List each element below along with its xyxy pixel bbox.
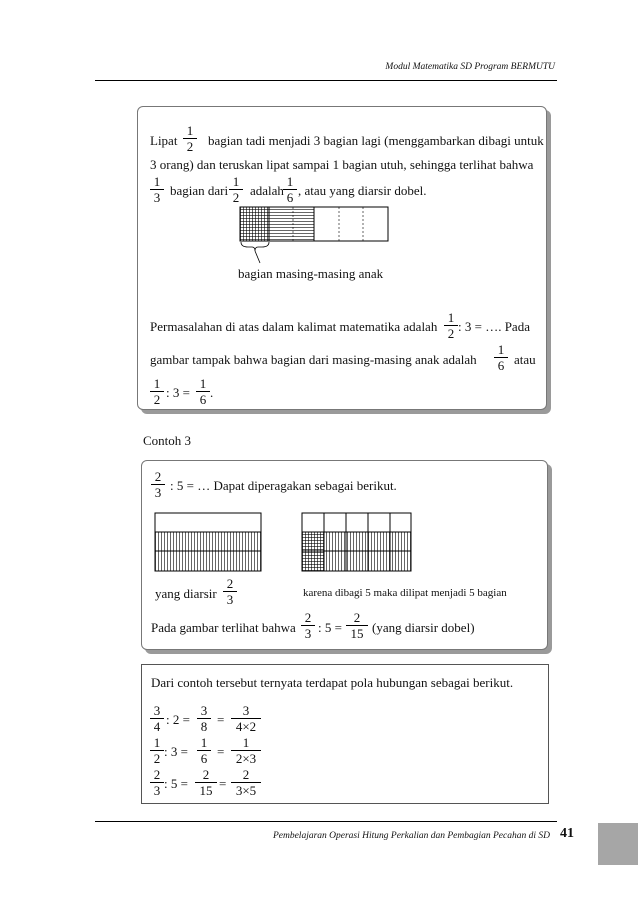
kalimat-text: Permasalahan di atas dalam kalimat matematika adalah [150, 319, 438, 334]
line1-text: bagian tadi menjadi 3 bagian lagi (menggambarkan dibagi untuk [208, 133, 544, 148]
pada-gambar-text: Pada gambar terlihat bahwa [151, 620, 296, 635]
numerator: 2 [151, 470, 165, 485]
fraction [150, 704, 164, 733]
fraction-1-2 [150, 377, 164, 406]
operator: : 2 = [166, 712, 190, 727]
header-rule [95, 80, 557, 81]
bagi3-text: : 3 = …. Pada [458, 319, 530, 334]
denominator: 2 [186, 139, 194, 154]
fraction-2-3 [301, 611, 315, 640]
numerator: 1 [231, 736, 261, 751]
pattern-intro: Dari contoh tersebut ternyata terdapat pola hubungan sebagai berikut. [151, 675, 514, 690]
fraction-1-2 [183, 124, 197, 153]
bagi5-text: : 5 = [318, 620, 342, 635]
numerator: 1 [283, 175, 297, 190]
fraction-1-2 [444, 311, 458, 340]
numerator: 3 [197, 704, 211, 719]
page-tab-marker [598, 823, 638, 865]
atau-text: atau [514, 352, 536, 367]
diagram-caption: bagian masing-masing anak [238, 266, 384, 281]
fraction [231, 768, 261, 797]
numerator: 3 [231, 704, 261, 719]
numerator: 1 [197, 736, 211, 751]
fraction [231, 704, 261, 733]
denominator: 3 [153, 783, 161, 798]
fraction-2-3 [223, 577, 237, 606]
fraction-2-15 [346, 611, 368, 640]
lipat-text: Lipat [150, 133, 178, 148]
eq-text: : 3 = [166, 385, 190, 400]
bagian-dari-text: bagian dari [170, 183, 229, 198]
numerator: 2 [150, 768, 164, 783]
numerator: 2 [231, 768, 261, 783]
running-footer: Pembelajaran Operasi Hitung Perkalian dan Pembagian Pecahan di SD [272, 831, 550, 841]
fraction-2-3 [151, 470, 165, 499]
numerator: 1 [150, 175, 164, 190]
fraction [150, 736, 164, 765]
sixth-double-hatched [240, 207, 269, 241]
thirds-diagram [154, 512, 264, 574]
denominator: 6 [497, 358, 505, 373]
fraction-1-6 [196, 377, 210, 406]
contoh-3-heading: Contoh 3 [143, 433, 192, 448]
denominator: 6 [200, 751, 208, 766]
denominator: 3 [153, 190, 161, 205]
adalah-text: adalah [250, 183, 284, 198]
denominator: 2 [153, 392, 161, 407]
equals: = [219, 776, 227, 791]
gambar-text: gambar tampak bahwa bagian dari masing-masing anak adalah [150, 352, 477, 367]
equals: = [217, 744, 225, 759]
intro-text: : 5 = … Dapat diperagakan sebagai berikut. [170, 478, 397, 493]
equals: = [217, 712, 225, 727]
footer-rule [95, 821, 557, 822]
folding-diagram-1 [236, 205, 392, 265]
page-number: 41 [560, 826, 574, 841]
numerator: 3 [150, 704, 164, 719]
yang-diarsir-text: yang diarsir [155, 586, 217, 601]
denominator: 3 [154, 485, 162, 500]
period: . [210, 385, 214, 400]
denominator: 3 [304, 626, 312, 641]
running-header: Modul Matematika SD Program BERMUTU [385, 62, 555, 72]
denominator: 2 [232, 190, 240, 205]
denominator: 2 [153, 751, 161, 766]
denominator: 6 [199, 392, 207, 407]
fraction [197, 704, 211, 733]
denominator: 6 [286, 190, 294, 205]
pointer-line [255, 251, 260, 263]
numerator: 1 [150, 736, 164, 751]
atau-dobel-text: , atau yang diarsir dobel. [298, 183, 427, 198]
fraction-1-6 [494, 343, 508, 372]
karena-text: karena dibagi 5 maka dilipat menjadi 5 bagian [303, 587, 507, 599]
fraction-1-6 [283, 175, 297, 204]
numerator: 1 [494, 343, 508, 358]
denominator: 3×5 [235, 783, 257, 798]
brace [241, 242, 269, 251]
denominator: 15 [350, 626, 364, 641]
numerator: 2 [301, 611, 315, 626]
denominator: 8 [200, 719, 208, 734]
fraction [150, 768, 164, 797]
denominator: 3 [226, 592, 234, 607]
fifths-diagram [301, 512, 413, 574]
denominator: 4 [153, 719, 161, 734]
fraction-1-2 [229, 175, 243, 204]
denominator: 4×2 [235, 719, 257, 734]
numerator: 2 [195, 768, 217, 783]
operator: : 3 = [164, 744, 188, 759]
fraction [231, 736, 261, 765]
numerator: 1 [150, 377, 164, 392]
denominator: 2 [447, 326, 455, 341]
line2-text: 3 orang) dan teruskan lipat sampai 1 bagian utuh, sehingga terlihat bahwa [150, 157, 534, 172]
fraction [197, 736, 211, 765]
numerator: 1 [183, 124, 197, 139]
fraction [195, 768, 217, 797]
dobel-text: (yang diarsir dobel) [372, 620, 475, 635]
denominator: 15 [199, 783, 213, 798]
operator: : 5 = [164, 776, 188, 791]
numerator: 2 [346, 611, 368, 626]
numerator: 1 [229, 175, 243, 190]
fraction-1-3 [150, 175, 164, 204]
numerator: 1 [444, 311, 458, 326]
numerator: 2 [223, 577, 237, 592]
denominator: 2×3 [235, 751, 257, 766]
numerator: 1 [196, 377, 210, 392]
